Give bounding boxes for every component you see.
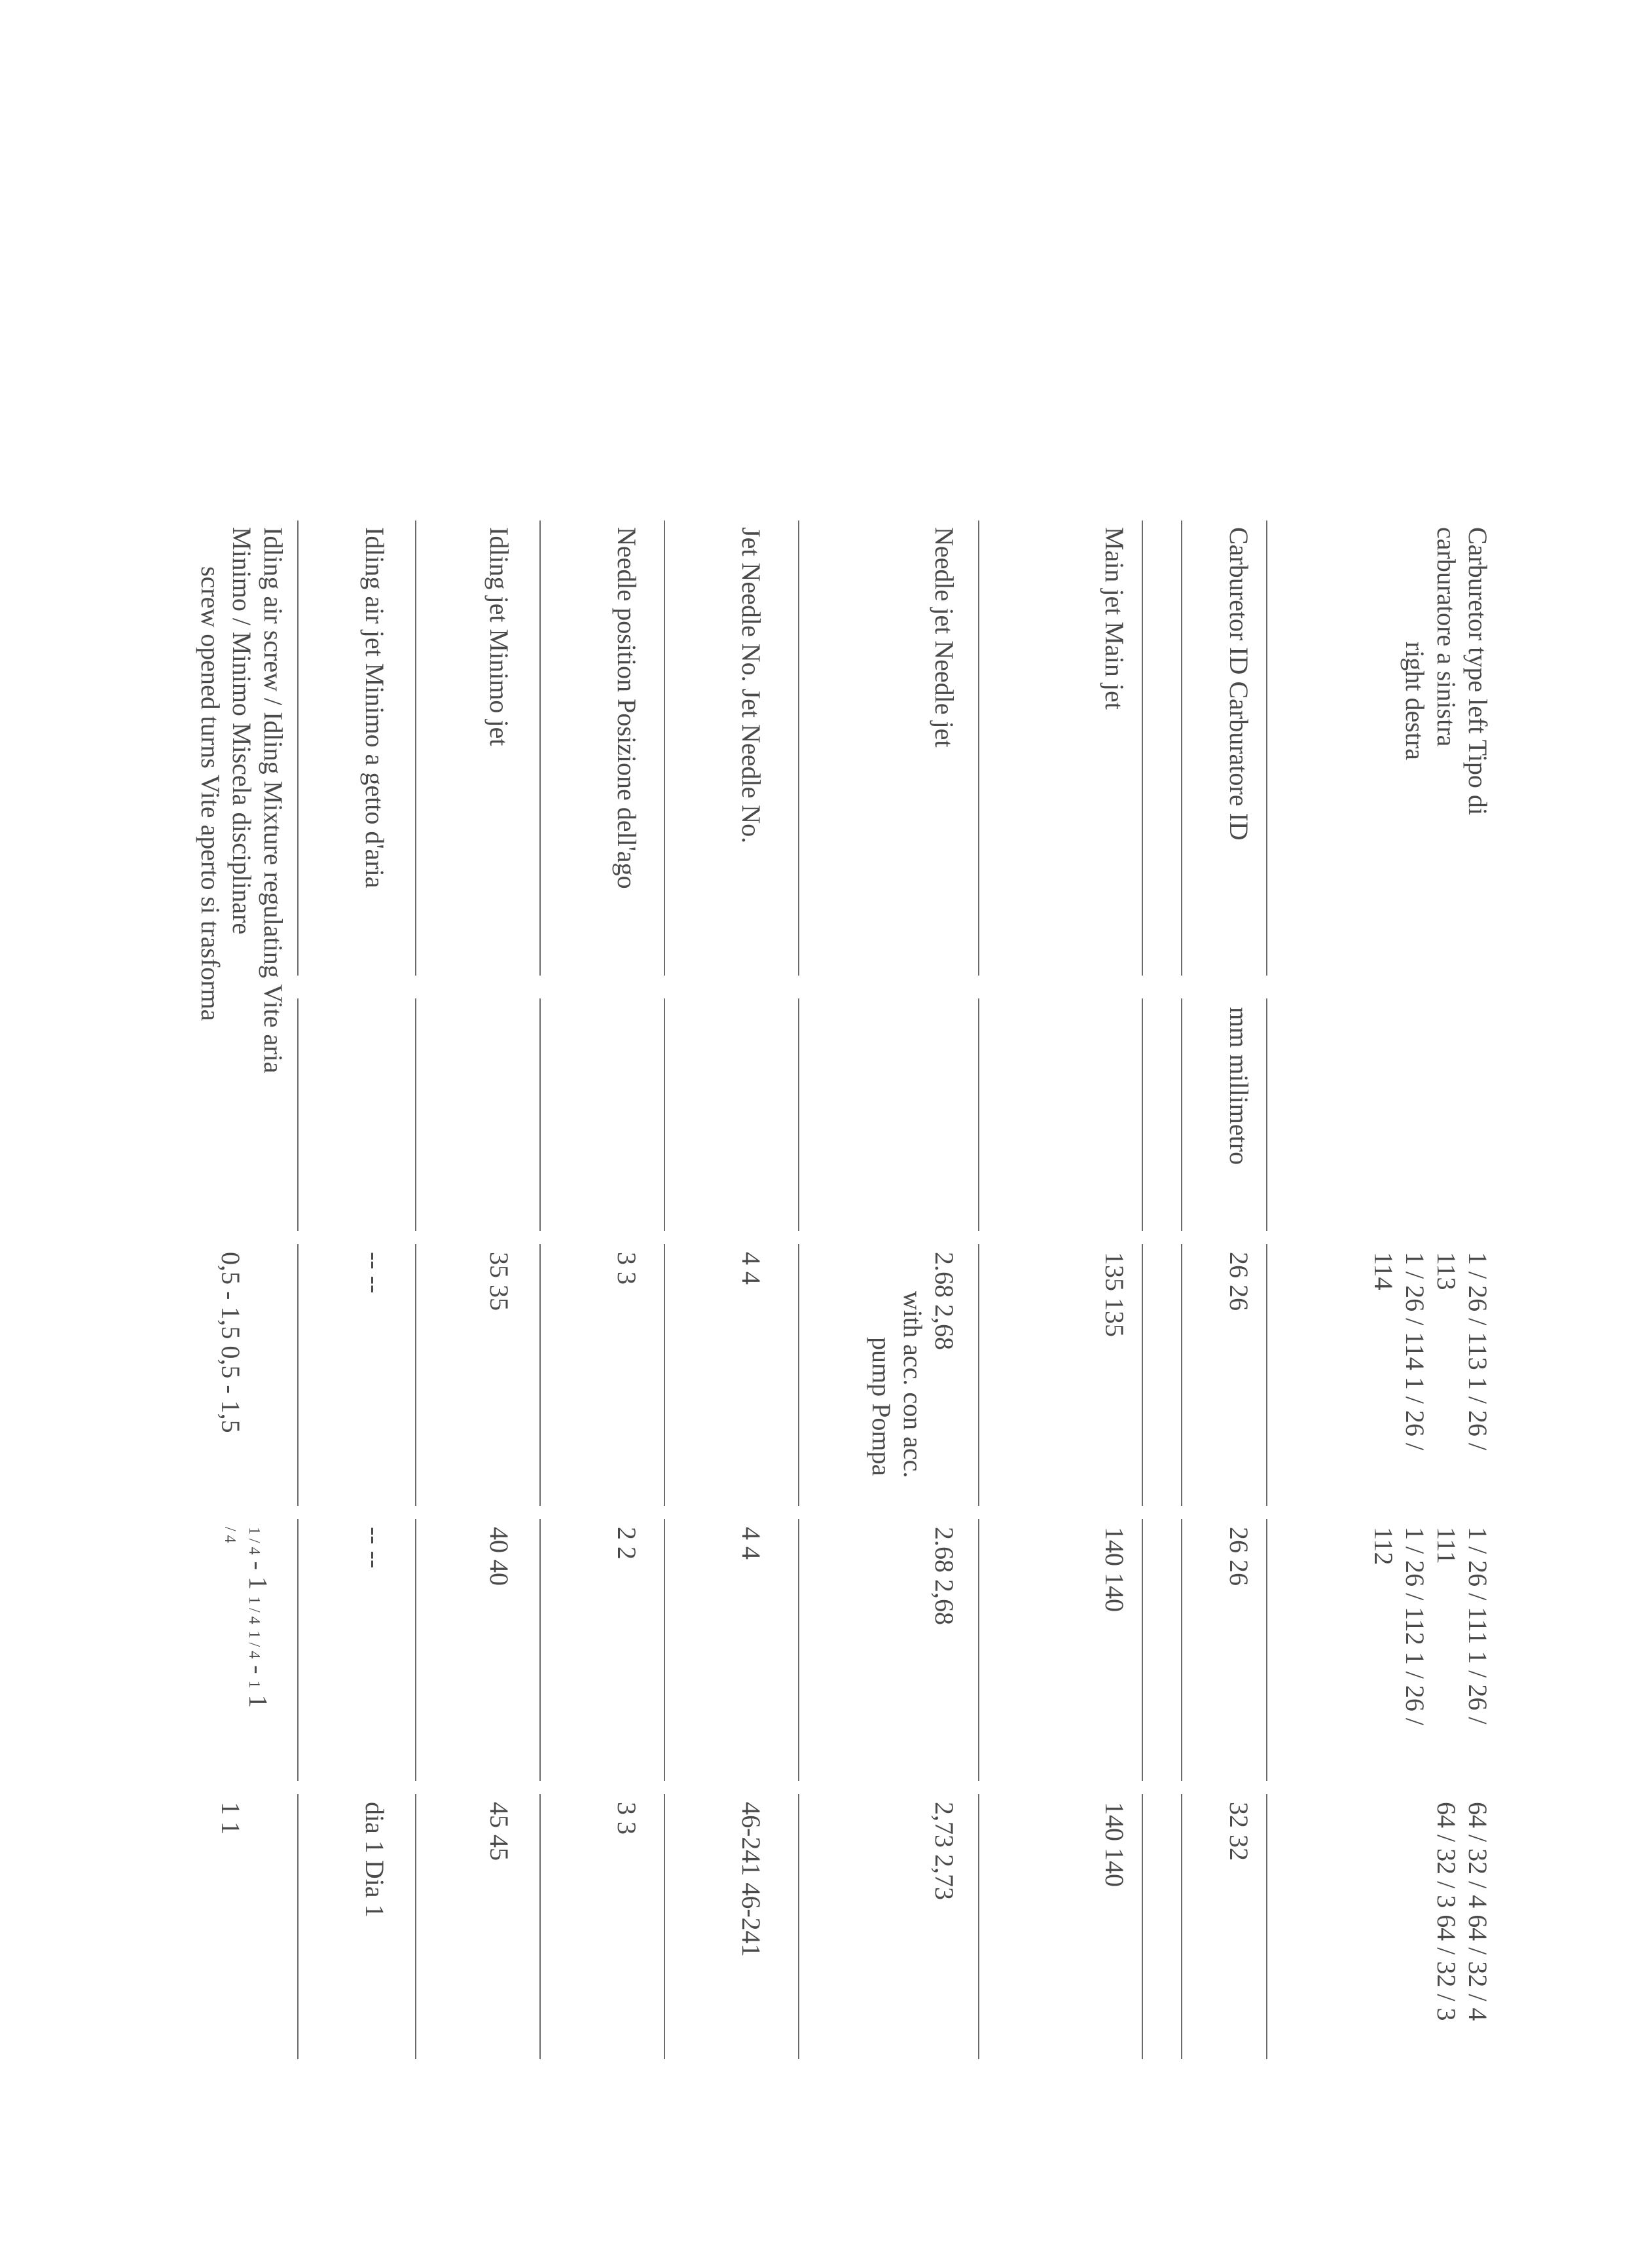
- row-needle-jet-col1: 2.68 2,68 with acc. con acc. pump Pompa: [867, 1252, 959, 1478]
- row-needle-pos-col2: 2 2: [612, 1527, 642, 1560]
- row-jet-needle-col3: 46-241 46-241: [736, 1802, 766, 1957]
- rule-segment: [415, 521, 416, 976]
- rule-segment: [297, 1244, 299, 1506]
- rule-segment: [664, 1794, 665, 2059]
- row-main-jet-label: Main jet Main jet: [1100, 527, 1129, 710]
- row-idling-air-screw-col2: 1 / 4 - 1 1 / 4 1 / 4 - 1 1 / 4: [221, 1527, 273, 1708]
- rule-segment: [798, 1519, 799, 1781]
- rule-segment: [415, 1794, 416, 2059]
- row-jet-needle-label: Jet Needle No. Jet Needle No.: [736, 527, 766, 844]
- rule-segment: [297, 1794, 299, 2059]
- row-carb-type-col2: 1 / 26 / 111 1 / 26 / 111 1 / 26 / 112 1 / 26 / 112: [1369, 1527, 1493, 1725]
- row-idling-air-jet-label: Idling air jet Minimo a getto d'aria: [360, 527, 390, 888]
- row-needle-jet-col3: 2,73 2,73: [930, 1802, 959, 1900]
- rule-segment: [415, 1244, 416, 1506]
- row-needle-jet-label: Needle jet Needle jet: [930, 527, 959, 748]
- row-idling-jet-col3: 45 45: [484, 1802, 514, 1861]
- rule-segment: [664, 1244, 665, 1506]
- row-idling-air-jet-col1: -- --: [360, 1252, 390, 1294]
- row-carb-id-unit: mm millimetro: [1224, 1007, 1254, 1165]
- rule-segment: [539, 998, 541, 1231]
- row-carb-type-col3: 64 / 32 / 4 64 / 32 / 4 64 / 32 / 3 64 / 32 / 3: [1432, 1802, 1493, 2021]
- rule-segment: [978, 1244, 979, 1506]
- row-idling-jet-col1: 35 35: [484, 1252, 514, 1311]
- row-carb-type-label: Carburetor type left Tipo di carburatore a sinistra right destra: [1400, 527, 1493, 815]
- rule-segment: [664, 521, 665, 976]
- rule-segment: [978, 1794, 979, 2059]
- row-jet-needle-col1: 4 4: [736, 1252, 766, 1285]
- rule-segment: [798, 1244, 799, 1506]
- rule-segment: [664, 1519, 665, 1781]
- row-main-jet-col1: 135 135: [1100, 1252, 1129, 1337]
- row-carb-id-label: Carburetor ID Carburatore ID: [1224, 527, 1254, 841]
- row-needle-pos-col1: 3 3: [612, 1252, 642, 1285]
- rule-segment: [297, 998, 299, 1231]
- row-idling-air-screw-label: Idling air screw / Idling Mixture regulating Vite aria Minimo / Minimo Miscela disciplinare screw opened turns Vite aperto si trasforma: [196, 527, 288, 1074]
- row-idling-air-screw-col3: 1 1: [216, 1802, 245, 1835]
- rule-segment: [1181, 1244, 1182, 1506]
- rule-segment: [539, 1519, 541, 1781]
- row-main-jet-col3: 140 140: [1100, 1802, 1129, 1887]
- row-main-jet-col2: 140 140: [1100, 1527, 1129, 1612]
- rule-segment: [978, 1519, 979, 1781]
- rule-segment: [978, 998, 979, 1231]
- rule-segment: [1266, 998, 1267, 1231]
- rule-segment: [1142, 1244, 1143, 1506]
- row-carb-id-col3: 32 32: [1224, 1802, 1254, 1861]
- row-needle-jet-col2: 2.68 2,68: [930, 1527, 959, 1625]
- rule-segment: [1142, 1519, 1143, 1781]
- row-needle-pos-col3: 3 3: [612, 1802, 642, 1835]
- row-carb-id-col1: 26 26: [1224, 1252, 1254, 1311]
- rule-segment: [297, 521, 299, 976]
- rule-segment: [798, 998, 799, 1231]
- row-jet-needle-col2: 4 4: [736, 1527, 766, 1560]
- rule-segment: [1181, 1794, 1182, 2059]
- rule-segment: [415, 1519, 416, 1781]
- rule-segment: [539, 1794, 541, 2059]
- rule-segment: [1181, 998, 1182, 1231]
- rule-segment: [539, 521, 541, 976]
- row-idling-jet-col2: 40 40: [484, 1527, 514, 1586]
- rule-segment: [1266, 1244, 1267, 1506]
- rule-segment: [539, 1244, 541, 1506]
- rule-segment: [1142, 1794, 1143, 2059]
- rule-segment: [798, 1794, 799, 2059]
- row-carb-id-col2: 26 26: [1224, 1527, 1254, 1586]
- rule-segment: [798, 521, 799, 976]
- row-idling-air-screw-col1: 0,5 - 1,5 0,5 - 1,5: [216, 1252, 245, 1433]
- row-idling-air-jet-col3: dia 1 Dia 1: [360, 1802, 390, 1918]
- rule-segment: [415, 998, 416, 1231]
- rule-segment: [978, 521, 979, 976]
- rule-segment: [1142, 521, 1143, 976]
- row-idling-jet-label: Idling jet Minimo jet: [484, 527, 514, 746]
- row-carb-type-col1: 1 / 26 / 113 1 / 26 / 113 1 / 26 / 114 1 / 26 / 114: [1369, 1252, 1493, 1450]
- row-needle-pos-label: Needle position Posizione dell'ago: [612, 527, 642, 889]
- rule-segment: [297, 1519, 299, 1781]
- rule-segment: [1266, 521, 1267, 976]
- rule-segment: [1142, 998, 1143, 1231]
- rule-segment: [1266, 1794, 1267, 2059]
- rule-segment: [1266, 1519, 1267, 1781]
- row-idling-air-jet-col2: -- --: [360, 1527, 390, 1569]
- rule-segment: [1181, 1519, 1182, 1781]
- rule-segment: [664, 998, 665, 1231]
- rule-segment: [1181, 521, 1182, 976]
